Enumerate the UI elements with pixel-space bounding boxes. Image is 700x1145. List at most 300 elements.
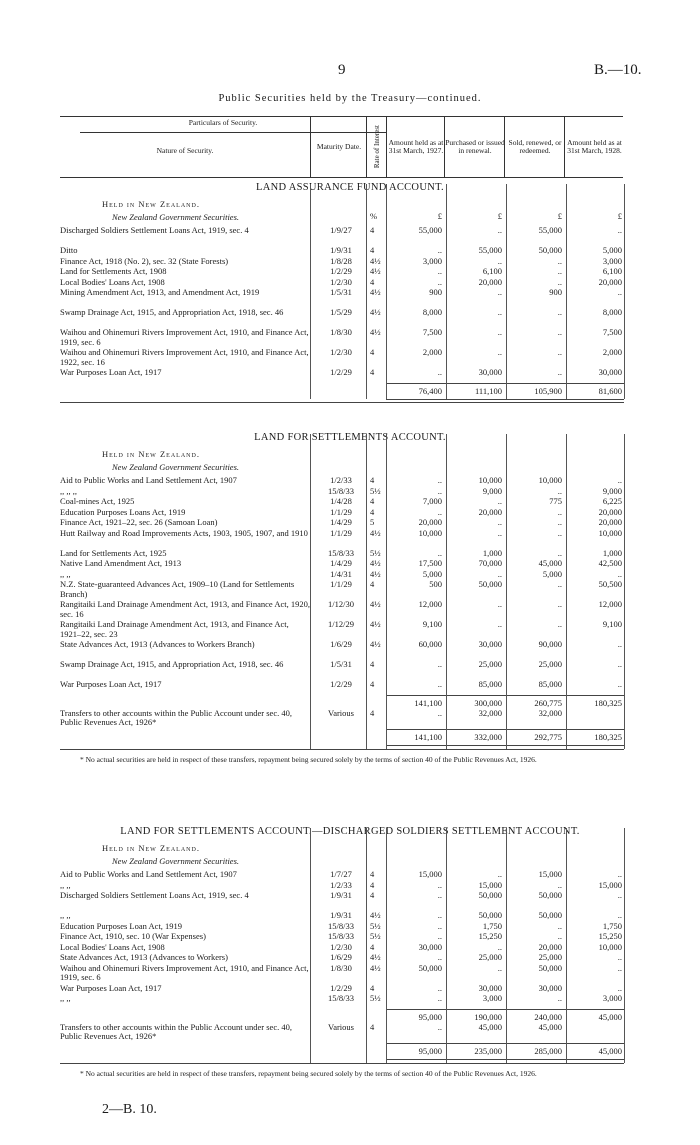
footnote: * No actual securities are held in respect of these transfers, repayment being secured solely by the terms of section 40 of the Public Revenues Act, 1926. xyxy=(80,754,537,764)
held-1928-value: .. xyxy=(617,568,622,579)
interest-rate: 4 xyxy=(370,506,375,517)
sold-value: 32,000 xyxy=(538,707,562,718)
sold-value: 10,000 xyxy=(538,475,562,485)
maturity-date: 1/4/28 xyxy=(330,496,352,506)
maturity-date: 1/9/27 xyxy=(330,225,352,235)
sold-value: .. xyxy=(557,879,562,890)
held-1927-value: 30,000 xyxy=(418,941,442,952)
purchased-value: .. xyxy=(497,496,502,506)
purchased-value: 332,000 xyxy=(474,731,502,742)
held-1928-value: .. xyxy=(617,952,622,962)
sold-value: .. xyxy=(557,547,562,558)
maturity-date: 1/4/29 xyxy=(330,517,352,527)
maturity-date: 1/2/29 xyxy=(330,679,352,689)
sold-value: 30,000 xyxy=(538,982,562,993)
held-1928-value: .. xyxy=(617,910,622,920)
column-rule xyxy=(310,184,311,399)
sold-value: 50,000 xyxy=(538,890,562,900)
security-name: ,, ,, xyxy=(60,993,71,1003)
held-1927-value: .. xyxy=(437,890,442,900)
held-1927-value: .. xyxy=(437,920,442,931)
sold-value: 50,000 xyxy=(538,962,562,973)
sold-value: .. xyxy=(557,255,562,266)
interest-rate: 4 xyxy=(370,225,375,235)
column-rule xyxy=(506,434,507,749)
security-name: Local Bodies' Loans Act, 1908 xyxy=(60,941,165,952)
sold-value: .. xyxy=(557,527,562,538)
held-1927-value: .. xyxy=(437,707,442,718)
maturity-date: 1/9/31 xyxy=(330,910,352,920)
purchased-value: 25,000 xyxy=(478,952,502,962)
held-1927-value: .. xyxy=(437,245,442,255)
column-rule xyxy=(386,828,387,1063)
unit-symbol: £ xyxy=(437,211,442,221)
table-row xyxy=(60,347,630,367)
held-1927-value: 500 xyxy=(429,579,442,589)
held-1928-value: .. xyxy=(617,287,622,297)
purchased-value: 10,000 xyxy=(478,475,502,485)
column-rule xyxy=(566,434,567,749)
maturity-date: 1/2/30 xyxy=(330,276,352,287)
held-1927-value: 17,500 xyxy=(418,558,442,568)
held-1928-value: 5,000 xyxy=(602,245,622,255)
signature: 2—B. 10. xyxy=(102,1102,157,1117)
interest-rate: 4 xyxy=(370,579,375,589)
interest-rate: 4½ xyxy=(370,266,381,276)
held-1927-value: 8,000 xyxy=(422,307,442,317)
column-rule xyxy=(624,828,625,1063)
security-name: Land for Settlements Act, 1908 xyxy=(60,266,167,276)
held-1928-value: .. xyxy=(617,679,622,689)
maturity-date: 1/5/31 xyxy=(330,659,352,669)
interest-rate: 4½ xyxy=(370,558,381,568)
purchased-value: 50,000 xyxy=(478,579,502,589)
sold-value: 900 xyxy=(549,287,562,297)
purchased-value: 190,000 xyxy=(474,1011,502,1022)
held-1927-value: 2,000 xyxy=(422,347,442,357)
column-rule xyxy=(446,828,447,1063)
sold-value: 5,000 xyxy=(542,568,562,579)
security-name: State Advances Act, 1913 (Advances to Workers) xyxy=(60,952,228,962)
maturity-date: 15/8/33 xyxy=(328,547,354,558)
security-name: War Purposes Loan Act, 1917 xyxy=(60,367,162,377)
sold-value: .. xyxy=(557,619,562,629)
purchased-value: 15,250 xyxy=(478,931,502,941)
purchased-value: 25,000 xyxy=(478,659,502,669)
security-name: Mining Amendment Act, 1913, and Amendment Act, 1919 xyxy=(60,287,260,297)
interest-rate: 4 xyxy=(370,276,375,287)
maturity-date: 1/12/29 xyxy=(328,619,354,629)
interest-rate: 4½ xyxy=(370,568,381,579)
maturity-date: 1/8/30 xyxy=(330,327,352,337)
interest-rate: 4 xyxy=(370,475,375,485)
sold-value: 90,000 xyxy=(538,639,562,649)
sold-value: 285,000 xyxy=(534,1045,562,1056)
maturity-date: Various xyxy=(328,1021,354,1032)
held-1928-value: .. xyxy=(617,962,622,973)
maturity-date: 1/7/27 xyxy=(330,869,352,879)
sold-value: 50,000 xyxy=(538,910,562,920)
purchased-value: 70,000 xyxy=(478,558,502,568)
held-1928-value: 9,100 xyxy=(602,619,622,629)
security-name: Coal-mines Act, 1925 xyxy=(60,496,135,506)
rule-line xyxy=(386,1059,624,1060)
security-name: Hutt Railway and Road Improvements Acts, 1903, 1905, 1907, and 1910 xyxy=(60,527,308,538)
maturity-date: 15/8/33 xyxy=(328,931,354,941)
interest-rate: 4 xyxy=(370,679,375,689)
sold-value: 292,775 xyxy=(534,731,562,742)
sold-value: .. xyxy=(557,327,562,337)
sold-value: 240,000 xyxy=(534,1011,562,1022)
security-name: Finance Act, 1918 (No. 2), sec. 32 (State Forests) xyxy=(60,255,229,266)
held-1927-value: 7,000 xyxy=(422,496,442,506)
held-1928-value: 20,000 xyxy=(598,517,622,527)
held-1928-value: 180,325 xyxy=(594,697,622,708)
purchased-value: .. xyxy=(497,517,502,527)
rule-line xyxy=(60,749,624,750)
held-1928-value: 81,600 xyxy=(598,385,622,396)
held-1927-value: 50,000 xyxy=(418,962,442,973)
column-rule xyxy=(310,434,311,749)
held-1928-value: 9,000 xyxy=(602,485,622,496)
interest-rate: 4½ xyxy=(370,327,381,337)
held-1928-value: 6,100 xyxy=(602,266,622,276)
sold-value: .. xyxy=(557,920,562,931)
purchased-value: .. xyxy=(497,619,502,629)
interest-rate: 4 xyxy=(370,707,375,718)
held-1927-value: .. xyxy=(437,485,442,496)
maturity-date: 1/9/31 xyxy=(330,245,352,255)
maturity-date: 1/5/31 xyxy=(330,287,352,297)
column-rule xyxy=(506,184,507,399)
interest-rate: 5½ xyxy=(370,485,381,496)
held-1928-value: 10,000 xyxy=(598,941,622,952)
held-1927-value: .. xyxy=(437,993,442,1003)
sold-value: .. xyxy=(557,599,562,609)
purchased-value: 1,750 xyxy=(482,920,502,931)
security-name: War Purposes Loan Act, 1917 xyxy=(60,982,162,993)
security-name: Waihou and Ohinemuri Rivers Improvement Act, 1910, and Finance Act, 1919, sec. 6 xyxy=(60,327,309,347)
sold-value: .. xyxy=(557,579,562,589)
column-rule xyxy=(386,434,387,749)
unit-symbol: £ xyxy=(617,211,622,221)
held-1927-value: .. xyxy=(437,1021,442,1032)
held-1927-value: .. xyxy=(437,879,442,890)
sold-value: 45,000 xyxy=(538,1021,562,1032)
header-sold: Sold, renewed, or redeemed. xyxy=(504,117,565,177)
table-row xyxy=(60,579,630,599)
table-row xyxy=(60,387,630,399)
security-name: Discharged Soldiers Settlement Loans Act, 1919, sec. 4 xyxy=(60,225,249,235)
sold-value: .. xyxy=(557,276,562,287)
purchased-value: 85,000 xyxy=(478,679,502,689)
maturity-date: 1/2/29 xyxy=(330,367,352,377)
unit-symbol: £ xyxy=(557,211,562,221)
security-name: Rangitaiki Land Drainage Amendment Act, 1913, and Finance Act, 1921–22, sec. 23 xyxy=(60,619,289,639)
purchased-value: .. xyxy=(497,347,502,357)
table-row xyxy=(60,707,630,727)
held-1928-value: .. xyxy=(617,475,622,485)
held-1928-value: .. xyxy=(617,869,622,879)
held-1927-value: 55,000 xyxy=(418,225,442,235)
unit-symbol: % xyxy=(370,211,378,221)
purchased-value: 300,000 xyxy=(474,697,502,708)
sold-value: .. xyxy=(557,931,562,941)
maturity-date: 1/1/29 xyxy=(330,506,352,517)
held-1927-value: .. xyxy=(437,910,442,920)
security-name: ,, ,, ,, xyxy=(60,485,77,496)
interest-rate: 4½ xyxy=(370,599,381,609)
header-rate: Rate of Interest xyxy=(373,125,381,169)
held-1928-value: 3,000 xyxy=(602,255,622,266)
header-particulars: Particulars of Security. xyxy=(188,118,258,127)
held-1928-value: 6,225 xyxy=(602,496,622,506)
header-rate-cell xyxy=(366,117,387,177)
sold-value: .. xyxy=(557,347,562,357)
sold-value: .. xyxy=(557,993,562,1003)
maturity-date: 1/8/30 xyxy=(330,962,352,973)
held-1928-value: 180,325 xyxy=(594,731,622,742)
purchased-value: .. xyxy=(497,599,502,609)
security-name: Rangitaiki Land Drainage Amendment Act, 1913, and Finance Act, 1920, sec. 16 xyxy=(60,599,310,619)
maturity-date: 1/4/31 xyxy=(330,568,352,579)
maturity-date: 1/1/29 xyxy=(330,579,352,589)
purchased-value: 6,100 xyxy=(482,266,502,276)
purchased-value: 111,100 xyxy=(475,385,502,396)
table-row xyxy=(60,226,630,238)
interest-rate: 4½ xyxy=(370,287,381,297)
purchased-value: .. xyxy=(497,941,502,952)
column-rule xyxy=(566,828,567,1063)
column-rule xyxy=(566,184,567,399)
security-name: Waihou and Ohinemuri Rivers Improvement Act, 1910, and Finance Act, 1919, sec. 6 xyxy=(60,962,309,982)
held-1928-value: 10,000 xyxy=(598,527,622,538)
held-1927-value: 9,100 xyxy=(422,619,442,629)
interest-rate: 4½ xyxy=(370,910,381,920)
security-name: Native Land Amendment Act, 1913 xyxy=(60,558,182,568)
purchased-value: 32,000 xyxy=(478,707,502,718)
sold-value: .. xyxy=(557,307,562,317)
interest-rate: 4 xyxy=(370,869,375,879)
purchased-value: 3,000 xyxy=(482,993,502,1003)
interest-rate: 5½ xyxy=(370,931,381,941)
maturity-date: 1/6/29 xyxy=(330,639,352,649)
held-1927-value: .. xyxy=(437,266,442,276)
maturity-date: 1/2/30 xyxy=(330,347,352,357)
held-1927-value: .. xyxy=(437,679,442,689)
column-rule xyxy=(366,184,367,399)
sold-value: .. xyxy=(557,266,562,276)
column-rule xyxy=(310,828,311,1063)
held-1927-value: .. xyxy=(437,547,442,558)
header-held-1928: Amount held as at 31st March, 1928. xyxy=(564,117,624,177)
table-row xyxy=(60,994,630,1006)
held-in-nz: Held in New Zealand. xyxy=(102,449,200,459)
security-name: Finance Act, 1910, sec. 10 (War Expenses) xyxy=(60,931,206,941)
maturity-date: 15/8/33 xyxy=(328,920,354,931)
table-row xyxy=(60,660,630,672)
held-1928-value: 1,000 xyxy=(602,547,622,558)
interest-rate: 4 xyxy=(370,659,375,669)
interest-rate: 4 xyxy=(370,879,375,890)
page-number: 9 xyxy=(338,62,346,78)
rule-line xyxy=(386,695,624,696)
held-1927-value: 95,000 xyxy=(418,1045,442,1056)
held-1927-value: 7,500 xyxy=(422,327,442,337)
units-row xyxy=(60,212,630,224)
table-row xyxy=(60,619,630,639)
held-1928-value: .. xyxy=(617,639,622,649)
table-row xyxy=(60,288,630,300)
sold-value: 85,000 xyxy=(538,679,562,689)
purchased-value: 1,000 xyxy=(482,547,502,558)
table-row xyxy=(60,962,630,982)
purchased-value: .. xyxy=(497,225,502,235)
purchased-value: .. xyxy=(497,869,502,879)
sold-value: 105,900 xyxy=(534,385,562,396)
held-1928-value: 45,000 xyxy=(598,1011,622,1022)
sold-value: 15,000 xyxy=(538,869,562,879)
section-heading: LAND FOR SETTLEMENTS ACCOUNT.—DISCHARGED SOLDIERS SETTLEMENT ACCOUNT. xyxy=(120,826,580,837)
held-1927-value: .. xyxy=(437,982,442,993)
security-name: War Purposes Loan Act, 1917 xyxy=(60,679,162,689)
sold-value: .. xyxy=(557,485,562,496)
section-heading: LAND ASSURANCE FUND ACCOUNT. xyxy=(256,182,444,193)
table-row xyxy=(60,308,630,320)
purchased-value: 30,000 xyxy=(478,639,502,649)
table-row xyxy=(60,680,630,692)
interest-rate: 4 xyxy=(370,367,375,377)
held-1927-value: .. xyxy=(437,276,442,287)
held-1928-value: 30,000 xyxy=(598,367,622,377)
security-name: ,, ,, xyxy=(60,568,71,579)
maturity-date: 1/12/30 xyxy=(328,599,354,609)
sold-value: .. xyxy=(557,506,562,517)
security-name: ,, ,, xyxy=(60,879,71,890)
interest-rate: 5 xyxy=(370,517,375,527)
sold-value: 25,000 xyxy=(538,659,562,669)
held-1928-value: 20,000 xyxy=(598,506,622,517)
unit-symbol: £ xyxy=(497,211,502,221)
held-1927-value: .. xyxy=(437,659,442,669)
interest-rate: 4½ xyxy=(370,307,381,317)
security-name: Transfers to other accounts within the Public Account under sec. 40, Public Revenues Act, 1926* xyxy=(60,1021,292,1041)
maturity-date: 15/8/33 xyxy=(328,993,354,1003)
interest-rate: 4 xyxy=(370,1021,375,1032)
sold-value: 20,000 xyxy=(538,941,562,952)
column-rule xyxy=(366,828,367,1063)
security-name: Aid to Public Works and Land Settlement Act, 1907 xyxy=(60,475,237,485)
held-1928-value: 42,500 xyxy=(598,558,622,568)
interest-rate: 4 xyxy=(370,982,375,993)
maturity-date: 1/2/29 xyxy=(330,266,352,276)
sold-value: 25,000 xyxy=(538,952,562,962)
held-1928-value: 45,000 xyxy=(598,1045,622,1056)
security-name: Local Bodies' Loans Act, 1908 xyxy=(60,276,165,287)
maturity-date: Various xyxy=(328,707,354,718)
purchased-value: .. xyxy=(497,255,502,266)
table-row xyxy=(60,640,630,652)
held-1928-value: 3,000 xyxy=(602,993,622,1003)
purchased-value: .. xyxy=(497,568,502,579)
maturity-date: 1/4/29 xyxy=(330,558,352,568)
column-rule xyxy=(624,434,625,749)
maturity-date: 1/1/29 xyxy=(330,527,352,538)
sold-value: .. xyxy=(557,517,562,527)
held-1927-value: .. xyxy=(437,952,442,962)
table-header xyxy=(60,116,623,178)
maturity-date: 1/9/31 xyxy=(330,890,352,900)
interest-rate: 4½ xyxy=(370,952,381,962)
column-rule xyxy=(446,184,447,399)
column-rule xyxy=(386,184,387,399)
held-1928-value: 8,000 xyxy=(602,307,622,317)
header-held-1927: Amount held as at 31st March, 1927. xyxy=(386,117,445,177)
interest-rate: 5½ xyxy=(370,920,381,931)
purchased-value: 235,000 xyxy=(474,1045,502,1056)
held-1928-value: .. xyxy=(617,659,622,669)
rule-line xyxy=(386,383,624,384)
interest-rate: 4 xyxy=(370,245,375,255)
table-row xyxy=(60,599,630,619)
table-row xyxy=(60,529,630,541)
govt-securities: New Zealand Government Securities. xyxy=(112,856,240,866)
security-name: State Advances Act, 1913 (Advances to Workers Branch) xyxy=(60,639,255,649)
held-1927-value: 141,100 xyxy=(414,731,442,742)
security-name: Discharged Soldiers Settlement Loans Act, 1919, sec. 4 xyxy=(60,890,249,900)
sold-value: 55,000 xyxy=(538,225,562,235)
footnote: * No actual securities are held in respect of these transfers, repayment being secured solely by the terms of section 40 of the Public Revenues Act, 1926. xyxy=(80,1068,537,1078)
purchased-value: 20,000 xyxy=(478,276,502,287)
table-row xyxy=(60,733,630,745)
held-in-nz: Held in New Zealand. xyxy=(102,843,200,853)
table-row xyxy=(60,327,630,347)
header-purchased: Purchased or issued in renewal. xyxy=(444,117,505,177)
security-name: Education Purposes Loans Act, 1919 xyxy=(60,506,186,517)
security-name: Swamp Drainage Act, 1915, and Appropriation Act, 1918, sec. 46 xyxy=(60,307,284,317)
interest-rate: 4 xyxy=(370,890,375,900)
header-nature: Nature of Security. xyxy=(156,146,214,155)
held-1928-value: 12,000 xyxy=(598,599,622,609)
held-1927-value: 5,000 xyxy=(422,568,442,579)
held-1928-value: 1,750 xyxy=(602,920,622,931)
govt-securities: New Zealand Government Securities. xyxy=(112,462,240,472)
held-1928-value: 50,500 xyxy=(598,579,622,589)
table-row xyxy=(60,1047,630,1059)
purchased-value: 30,000 xyxy=(478,367,502,377)
held-1927-value: .. xyxy=(437,506,442,517)
held-1927-value: 20,000 xyxy=(418,517,442,527)
sold-value: 50,000 xyxy=(538,245,562,255)
held-in-nz: Held in New Zealand. xyxy=(102,199,200,209)
table-row xyxy=(60,1021,630,1041)
held-1927-value: .. xyxy=(437,475,442,485)
security-name: Swamp Drainage Act, 1915, and Appropriation Act, 1918, sec. 46 xyxy=(60,659,284,669)
govt-securities: New Zealand Government Securities. xyxy=(112,212,240,222)
purchased-value: 55,000 xyxy=(478,245,502,255)
held-1927-value: 3,000 xyxy=(422,255,442,266)
held-1928-value: 15,000 xyxy=(598,879,622,890)
section-heading: LAND FOR SETTLEMENTS ACCOUNT. xyxy=(254,432,446,443)
purchased-value: 9,000 xyxy=(482,485,502,496)
maturity-date: 1/2/33 xyxy=(330,475,352,485)
purchased-value: 15,000 xyxy=(478,879,502,890)
sold-value: .. xyxy=(557,367,562,377)
purchased-value: 50,000 xyxy=(478,910,502,920)
held-1927-value: 15,000 xyxy=(418,869,442,879)
held-1927-value: .. xyxy=(437,367,442,377)
purchased-value: 50,000 xyxy=(478,890,502,900)
